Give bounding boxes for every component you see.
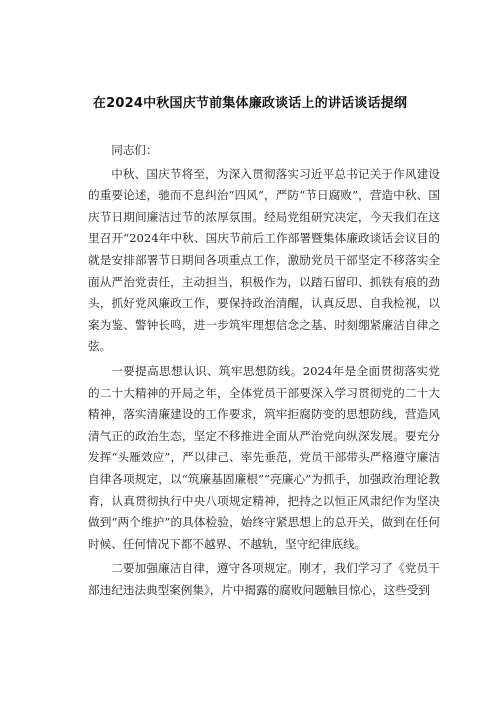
paragraph-point-1: 一要提高思想认识、筑牢思想防线。2024年是全面贯彻落实党的二十大精神的开局之年，全体党员干部要深入学习贯彻党的二十大精神，落实清廉建设的工作要求，筑牢拒腐防变的思想防线，营造风清气正的政治生态，坚定不移推进全面从严治党向纵深发展。要充分发挥“头雁效应”，严以律己、率先垂范，党员干部带头严格遵守廉洁自律各项规定，以“筑廉基固廉根”“亮廉心”为抓手，加强政治理论教育，认真贯彻执行中央八项规定精神，把持之以恒正风肃纪作为坚决做到“两个维护”的具体检验，始终守紧思想上的总开关，做到在任何时候、任何情况下都不越界、不越轨，坚守纪律底线。 xyxy=(88,363,440,551)
greeting: 同志们： xyxy=(111,143,158,157)
paragraph-point-2: 二要加强廉洁自律，遵守各项规定。刚才，我们学习了《党员干部违纪违法典型案例集》，片中揭露的腐败问题触目惊心，这些受到 xyxy=(88,561,440,597)
paragraph-intro: 中秋、国庆节将至，为深入贯彻落实习近平总书记关于作风建设的重要论述，驰而不息纠治“四风”，严防“节日腐败”，营造中秋、国庆节日期间廉洁过节的浓厚氛围。经局党组研究决定，今天我们在这里召开“2024年中秋、国庆节前后工作部署暨集体廉政谈话会议目的就是安排部署节日期间各项重点工作，激励党员干部坚定不移落实全面从严治党责任，主动担当，积极作为，以踏石留印、抓铁有痕的劲头，抓好党风廉政工作，要保持政治清醒，认真反思、自我检视，以案为鉴、警钟长鸣，进一步筑牢理想信念之基、时刻绷紧廉洁自律之弦。 xyxy=(88,166,440,354)
document-title: 在2024中秋国庆节前集体廉政谈话上的讲话谈话提纲 xyxy=(92,96,408,111)
document-body xyxy=(88,140,440,604)
